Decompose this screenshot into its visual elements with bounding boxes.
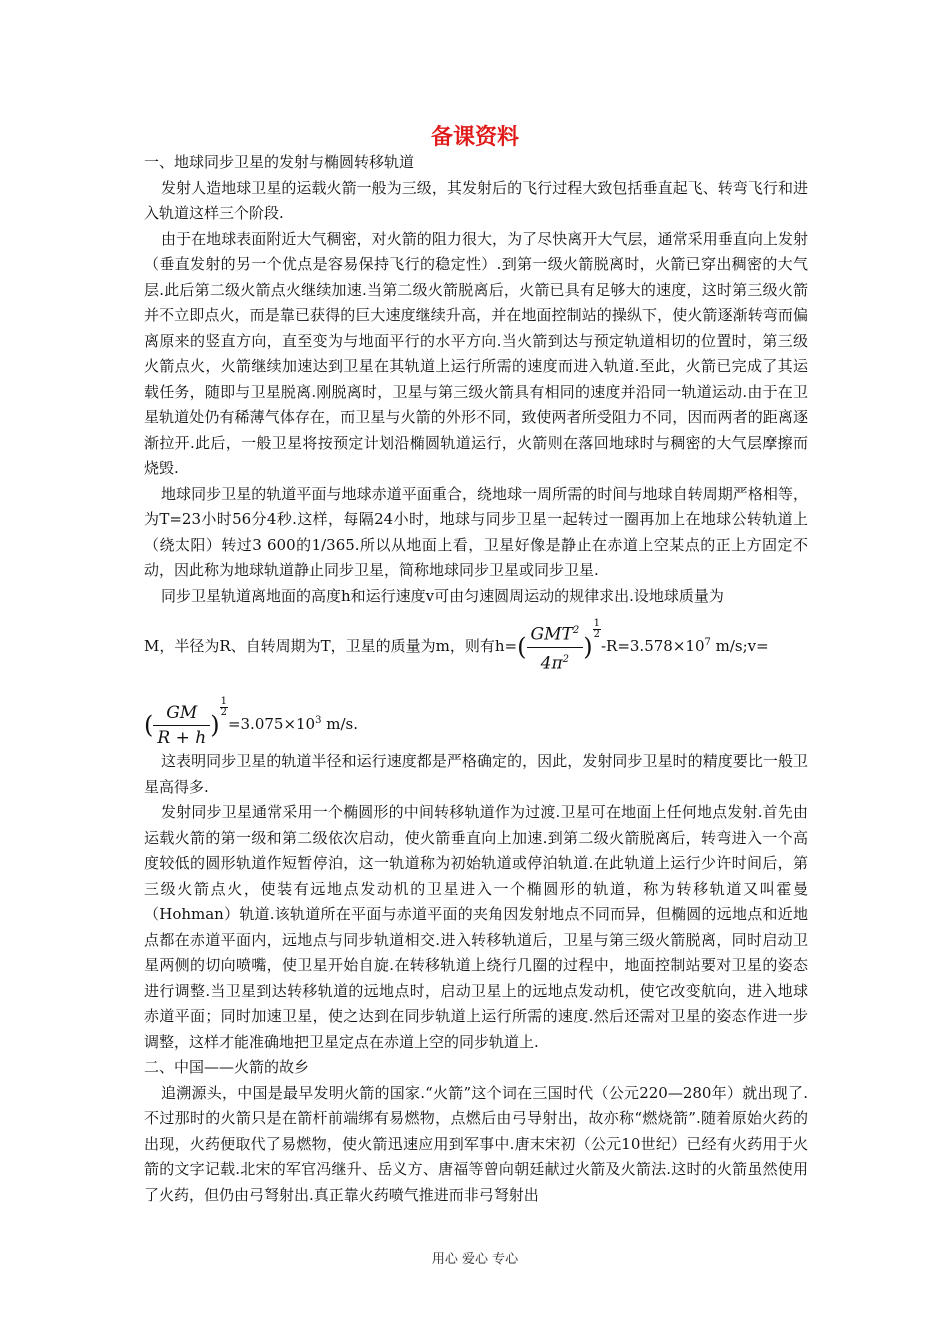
- formula-exponent: 7: [704, 637, 711, 648]
- formula-result: =3.075×10: [227, 715, 316, 733]
- page-title: 备课资料: [430, 124, 519, 150]
- paragraph: 由于在地球表面附近大气稠密，对火箭的阻力很大，为了尽快离开大气层，通常采用垂直向上发射（垂直发射的另一个优点是容易保持飞行的稳定性）.到第一级火箭脱离时，火箭已穿出稠密的大气层.此后第二级火箭点火继续加速.当第二级火箭脱离后，火箭已具有足够大的速度，这时第三级火箭并不立即点火，而是靠已获得的巨大速度继续升高，并在地面控制站的操纵下，使火箭逐渐转弯而偏离原来的竖直方向，直至变为与地面平行的水平方向.当火箭到达与预定轨道相切的位置时，第三级火箭点火，火箭继续加速达到卫星在其轨道上运行所需的速度而进入轨道.至此，火箭已完成了其运载任务，随即与卫星脱离.刚脱离时，卫星与第三级火箭具有相同的速度并沿同一轨道运动.由于在卫星轨道处仍有稀薄气体存在，而卫星与火箭的外形不同，致使两者所受阻力不同，因而两者的距离逐渐拉开.此后，一般卫星将按预定计划沿椭圆轨道运行，火箭则在落回地球时与稠密的大气层摩擦而烧毁.: [144, 229, 808, 477]
- paragraph: 这表明同步卫星的轨道半径和运行速度都是严格确定的，因此，发射同步卫星时的精度要比一般卫星高得多.: [144, 752, 808, 796]
- paragraph: 地球同步卫星的轨道平面与地球赤道平面重合，绕地球一周所需的时间与地球自转周期严格相等，为T=23小时56分4秒.这样，每隔24小时，地球与同步卫星一起转过一圈再加上在地球公转轨道上（绕太阳）转过3 600的1/365.所以从地面上看，卫星好像是静止在赤道上空某点的正上方固定不动，因此称为地球轨道静止同步卫星，简称地球同步卫星或同步卫星.: [144, 484, 808, 579]
- formula-result: -R=3.578×10: [600, 637, 705, 655]
- formula-height: M，半径为R、自转周期为T，卫星的质量为m，则有h=( $\frac{GMT^2}{4\pi^2}$ ) $\frac{1}{2}$ $-R=3.578\times 10^7$ m/s;v=: [144, 618, 769, 674]
- fraction-gmt: $\frac{GMT^2}{4\pi^2}$: [527, 619, 584, 675]
- paragraph: 同步卫星轨道离地面的高度h和运行速度v可由匀速圆周运动的规律求出.设地球质量为: [161, 586, 724, 605]
- fraction-denominator: R + h: [157, 727, 207, 748]
- paragraph: 发射人造地球卫星的运载火箭一般为三级，其发射后的飞行过程大致包括垂直起飞、转弯飞行和进入轨道这样三个阶段.: [144, 178, 808, 222]
- page-footer: 用心 爱心 专心: [431, 1252, 519, 1267]
- fraction-denominator: 4π: [540, 653, 563, 674]
- section-heading-2: 二、中国——火箭的故乡: [144, 1058, 310, 1076]
- fraction-gm: [153, 701, 210, 750]
- paragraph: 追溯源头，中国是最早发明火箭的国家.“火箭”这个词在三国时代（公元220—280年）就出现了.不过那时的火箭只是在箭杆前端绑有易燃物，点燃后由弓导射出，故亦称“燃烧箭”.随着原始火药的出现，火药便取代了易燃物，使火箭迅速应用到军事中.唐末宋初（公元10世纪）已经有火药用于火箭的文字记载.北宋的军官冯继升、岳义方、唐福等曾向朝廷献过火箭及火箭法.这时的火箭虽然使用了火药，但仍由弓弩射出.真正靠火药喷气推进而非弓弩射出: [144, 1083, 808, 1204]
- formula-velocity: ( $\frac{GM}{R + h}$ ) $\frac{1}{2}$ $=3.075\times 10^3$ m/s.: [144, 696, 358, 748]
- fraction-numerator: GMT: [530, 624, 573, 645]
- formula-tail: m/s;v=: [710, 637, 769, 655]
- section-heading-1: 一、地球同步卫星的发射与椭圆转移轨道: [144, 153, 415, 171]
- document-body: [144, 150, 808, 1208]
- formula-prefix: M，半径为R、自转周期为T，卫星的质量为m，则有h=: [144, 637, 518, 655]
- exponent-one-half: $\frac{1}{2}$: [593, 618, 600, 640]
- exponent-one-half: $\frac{1}{2}$: [220, 696, 227, 718]
- formula-tail: m/s.: [321, 715, 358, 733]
- formula-exponent: 3: [315, 715, 322, 726]
- fraction-numerator: GM: [153, 701, 210, 726]
- paragraph: 发射同步卫星通常采用一个椭圆形的中间转移轨道作为过渡.卫星可在地面上任何地点发射.首先由运载火箭的第一级和第二级依次启动，使火箭垂直向上加速.到第二级火箭脱离后，转弯进入一个高度较低的圆形轨道作短暂停泊，这一轨道称为初始轨道或停泊轨道.在此轨道上运行少许时间后，第三级火箭点火，使装有远地点发动机的卫星进入一个椭圆形的轨道，称为转移轨道又叫霍曼（Hohman）轨道.该轨道所在平面与赤道平面的夹角因发射地点不同而异，但椭圆的远地点和近地点都在赤道平面内，远地点与同步轨道相交.进入转移轨道后，卫星与第三级火箭脱离，同时启动卫星两侧的切向喷嘴，使卫星开始自旋.在转移轨道上绕行几圈的过程中，地面控制站要对卫星的姿态进行调整.当卫星到达转移轨道的远地点时，启动卫星上的远地点发动机，使它改变航向，进入地球赤道平面；同时加速卫星，使之达到在同步轨道上运行所需的速度.然后还需对卫星的姿态作进一步调整，这样才能准确地把卫星定点在赤道上空的同步轨道上.: [144, 803, 808, 1051]
